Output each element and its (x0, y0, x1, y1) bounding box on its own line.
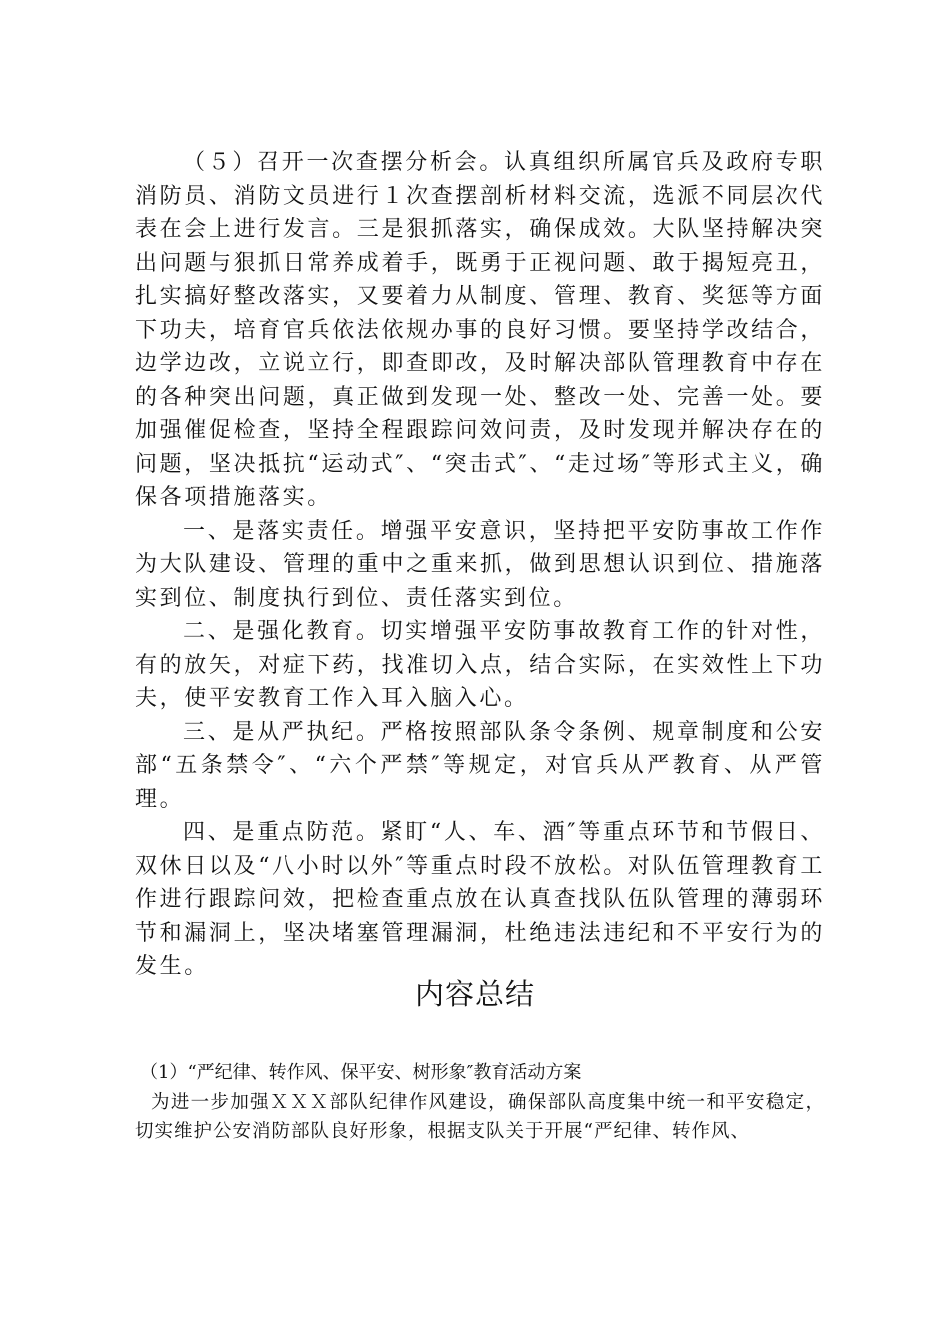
summary-body: 为进一步加强ＸＸＸ部队纪律作风建设，确保部队高度集中统一和平安稳定，切实维护公安消防部队良好形象，根据支队关于开展“严纪律、转作风、 (135, 1092, 825, 1142)
paragraph-responsibility: 一、是落实责任。增强平安意识，坚持把平安防事故工作作为大队建设、管理的重中之重来抓，做到思想认识到位、措施落实到位、制度执行到位、责任落实到位。 (135, 518, 825, 611)
paragraph-education: 二、是强化教育。切实增强平安防事故教育工作的针对性，有的放矢，对症下药，找准切入点，结合实际，在实效性上下功夫，使平安教育工作入耳入脑入心。 (135, 619, 825, 711)
summary-title: 内容总结 (414, 977, 535, 1011)
summary-heading: （1）“严纪律、转作风、保平安、树形象″教育活动方案 (140, 1062, 582, 1083)
paragraph-prevention: 四、是重点防范。紧盯“人、车、酒″等重点环节和节假日、双休日以及“八小时以外″等重点时段不放松。对队伍管理教育工作进行跟踪问效，把检查重点放在认真查找队伍队管理的薄弱环节和漏洞上，坚决堵塞管理漏洞，杜绝违法违纪和不平安行为的发生。 (135, 820, 825, 979)
document-body (135, 146, 825, 984)
paragraph-discipline: 三、是从严执纪。严格按照部队条令条例、规章制度和公安部“五条禁令″、“六个严禁″等规定，对官兵从严教育、从严管理。 (135, 719, 825, 812)
paragraph-analysis-meeting: （５）召开一次查摆分析会。认真组织所属官兵及政府专职消防员、消防文员进行１次查摆剖析材料交流，选派不同层次代表在会上进行发言。三是狠抓落实，确保成效。大队坚持解决突出问题与狠抓日常养成着手，既勇于正视问题、敢于揭短亮丑，扎实搞好整改落实，又要着力从制度、管理、教育、奖惩等方面下功夫，培育官兵依法依规办事的良好习惯。要坚持学改结合，边学边改，立说立行，即查即改，及时解决部队管理教育中存在的各种突出问题，真正做到发现一处、整改一处、完善一处。要加强催促检查，坚持全程跟踪问效问责，及时发现并解决存在的问题，坚决抵抗“运动式″、“突击式″、“走过场″等形式主义，确保各项措施落实。 (135, 150, 825, 510)
